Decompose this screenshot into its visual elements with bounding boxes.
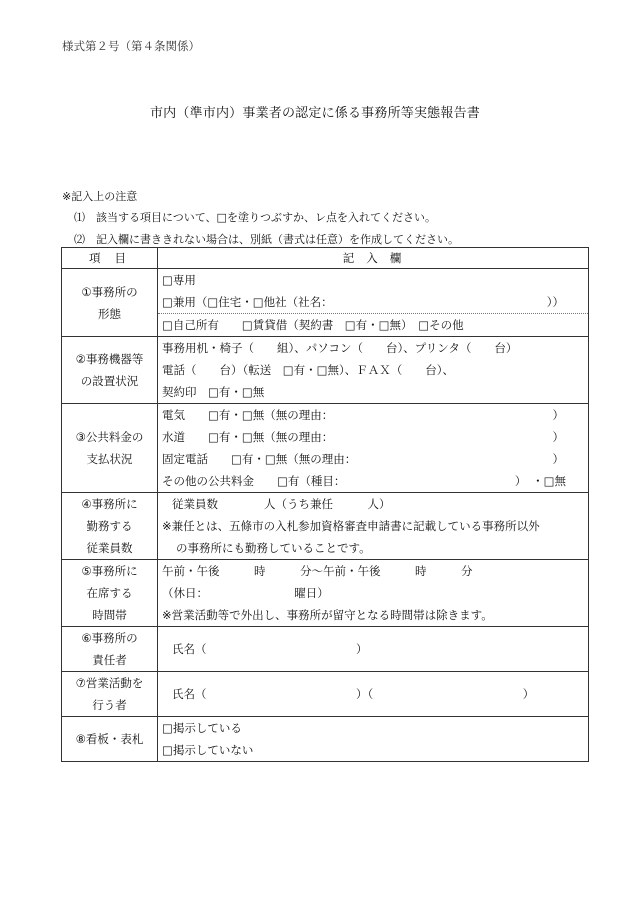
entry-manager[interactable] xyxy=(158,627,589,672)
entry-office-hours[interactable] xyxy=(158,560,589,627)
field-sales-person-name[interactable]: 氏名（ ）（ ） xyxy=(172,687,535,701)
entry-employees[interactable] xyxy=(158,493,589,560)
field-holidays[interactable]: （休日： 曜日） xyxy=(162,586,329,600)
field-desk-pc-printer[interactable]: 事務用机・椅子（ 組）、パソコン（ 台）、プリンタ（ 台） xyxy=(162,341,518,355)
field-landline[interactable]: 固定電話 □有・□無（無の理由： ） xyxy=(162,452,564,466)
entry-sales-person[interactable] xyxy=(158,672,589,717)
field-water[interactable]: 水道 □有・□無（無の理由： ） xyxy=(162,430,564,444)
note-concurrent-2: の事務所にも勤務していることです。 xyxy=(176,541,371,555)
report-form-table xyxy=(61,247,589,762)
form-row-sales-person xyxy=(62,672,589,717)
form-row-equipment xyxy=(62,337,589,404)
field-hours[interactable]: 午前・午後 時 分〜午前・午後 時 分 xyxy=(162,564,473,578)
field-exclusive-use[interactable]: □専用 xyxy=(162,273,196,287)
form-row-office-type xyxy=(62,269,589,337)
note-item-2: ⑵ 記入欄に書ききれない場合は、別紙（書式は任意）を作成してください。 xyxy=(74,233,459,246)
field-manager-name[interactable]: 氏名（ ） xyxy=(172,642,368,656)
note-hours: ※営業活動等で外出し、事務所が留守となる時間帯は除きます。 xyxy=(162,608,493,622)
label-manager: ⑥事務所の 責任者 xyxy=(62,627,158,672)
header-entry: 記入欄 xyxy=(158,248,589,269)
header-item: 項目 xyxy=(62,248,158,269)
field-contract-seal[interactable]: 契約印 □有・□無 xyxy=(162,385,265,399)
label-office-type: ①事務所の 形態 xyxy=(62,269,158,337)
label-employees: ④事務所に 勤務する 従業員数 xyxy=(62,493,158,560)
document-title: 市内（準市内）事業者の認定に係る事務所等実態報告書 xyxy=(149,106,480,121)
note-item-1: ⑴ 該当する項目について、□を塗りつぶすか、レ点を入れてください。 xyxy=(74,211,436,224)
field-ownership[interactable]: □自己所有 □賃貸借（契約書 □有・□無） □その他 xyxy=(158,313,588,336)
form-row-signboard xyxy=(62,717,589,762)
field-phone-fax[interactable]: 電話（ 台）（転送 □有・□無）、ＦＡＸ（ 台）、 xyxy=(162,363,454,377)
form-row-utilities xyxy=(62,404,589,493)
form-row-employees xyxy=(62,493,589,560)
label-equipment: ②事務機器等 の設置状況 xyxy=(62,337,158,404)
label-sales-person: ⑦営業活動を 行う者 xyxy=(62,672,158,717)
form-row-office-hours xyxy=(62,560,589,627)
field-employee-count[interactable]: 従業員数 人（うち兼任 人） xyxy=(172,497,391,511)
label-signboard: ⑧看板・表札 xyxy=(62,717,158,762)
field-other-utilities[interactable]: その他の公共料金 □有（種目： ） ・□無 xyxy=(162,474,566,488)
label-utilities: ③公共料金の 支払状況 xyxy=(62,404,158,493)
form-number: 様式第２号（第４条関係） xyxy=(62,39,200,53)
entry-office-type[interactable] xyxy=(158,269,589,337)
field-electricity[interactable]: 電気 □有・□無（無の理由： ） xyxy=(162,408,564,422)
field-sign-displayed[interactable]: □掲示している xyxy=(162,721,242,735)
entry-equipment[interactable] xyxy=(158,337,589,404)
field-sign-not-displayed[interactable]: □掲示していない xyxy=(162,743,254,757)
label-office-hours: ⑤事務所に 在席する 時間帯 xyxy=(62,560,158,627)
table-header-row xyxy=(62,248,589,269)
form-row-manager xyxy=(62,627,589,672)
entry-utilities[interactable] xyxy=(158,404,589,493)
entry-signboard[interactable] xyxy=(158,717,589,762)
note-concurrent-1: ※兼任とは、五條市の入札参加資格審査申請書に記載している事務所以外 xyxy=(162,519,540,533)
notes-heading: ※記入上の注意 xyxy=(62,190,138,203)
field-shared-use[interactable]: □兼用（□住宅・□他社（社名： ）） xyxy=(162,295,564,309)
